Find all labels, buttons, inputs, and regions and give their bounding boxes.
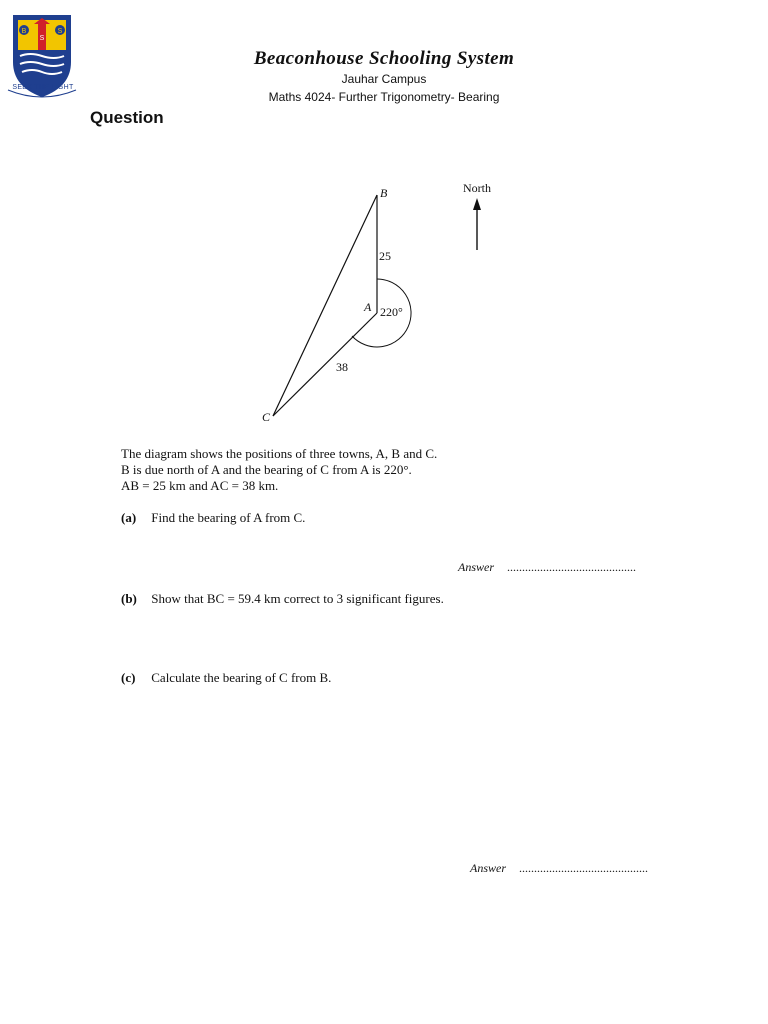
part-c bbox=[121, 670, 331, 686]
length-ac: 38 bbox=[336, 360, 348, 374]
crest-letter-1: B bbox=[21, 28, 27, 35]
part-a-text: Find the bearing of A from C. bbox=[151, 510, 306, 525]
part-a bbox=[121, 510, 305, 526]
campus-name: Jauhar Campus bbox=[341, 72, 427, 86]
part-c-label: (c) bbox=[121, 670, 136, 685]
crest-letter-3: S bbox=[57, 28, 63, 35]
bearing-diagram bbox=[240, 170, 540, 430]
part-a-label: (a) bbox=[121, 510, 137, 525]
subject-title: Maths 4024- Further Trigonometry- Bearing bbox=[268, 90, 500, 104]
line-ac bbox=[273, 313, 377, 416]
label-a: A bbox=[364, 300, 372, 314]
label-b: B bbox=[380, 186, 388, 200]
north-label: North bbox=[463, 181, 491, 195]
part-b-label: (b) bbox=[121, 591, 137, 606]
question-heading: Question bbox=[90, 108, 164, 127]
intro-line-3: AB = 25 km and AC = 38 km. bbox=[121, 478, 279, 493]
part-b-text: Show that BC = 59.4 km correct to 3 significant figures. bbox=[151, 591, 444, 606]
angle-label: 220° bbox=[380, 305, 403, 319]
part-b bbox=[121, 591, 444, 607]
answer-a-label: Answer bbox=[458, 560, 494, 574]
answer-c bbox=[470, 861, 648, 876]
crest-letter-2: S bbox=[39, 35, 45, 42]
answer-c-line[interactable]: ........................................... bbox=[519, 861, 648, 875]
label-c: C bbox=[262, 410, 271, 424]
crest-motto: SEEK THE LIGHT bbox=[12, 84, 74, 91]
intro-line-2: B is due north of A and the bearing of C from A is 220°. bbox=[121, 462, 412, 477]
length-ab: 25 bbox=[379, 249, 391, 263]
school-name: Beaconhouse Schooling System bbox=[253, 48, 515, 69]
answer-c-label: Answer bbox=[470, 861, 506, 875]
answer-a-line[interactable]: ........................................... bbox=[507, 560, 636, 574]
part-c-text: Calculate the bearing of C from B. bbox=[151, 670, 332, 685]
answer-a bbox=[458, 560, 636, 575]
north-arrow-icon bbox=[473, 198, 481, 210]
line-bc bbox=[273, 195, 377, 416]
intro-line-1: The diagram shows the positions of three towns, A, B and C. bbox=[121, 446, 438, 461]
